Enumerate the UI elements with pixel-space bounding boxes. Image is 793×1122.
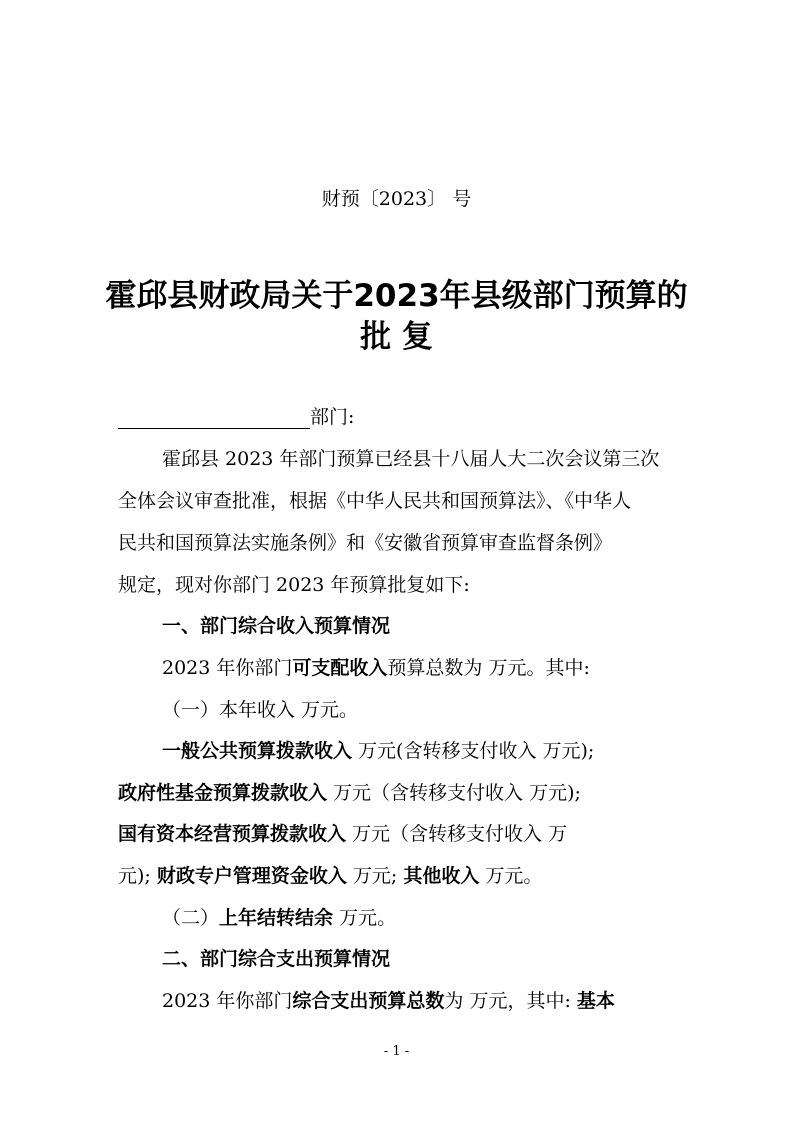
intro-line-4: 规定，现对你部门 2023 年预算批复如下: [118, 574, 470, 596]
text-run: 万元; [346, 865, 404, 887]
section-1-sub-2 [162, 906, 722, 930]
bold-term-general-budget: 一般公共预算拨款收入 [162, 740, 353, 762]
text-run: 万元（含转移支付收入 万元); [327, 782, 581, 804]
addressee-line [118, 405, 718, 429]
revenue-line-1 [162, 739, 742, 763]
bold-term-other-income: 其他收入 [403, 865, 480, 887]
document-title-line-2: 批 复 [360, 319, 433, 355]
text-run: 万元(含转移支付收入 万元); [352, 740, 595, 762]
text-run: 万元。 [479, 865, 543, 887]
intro-line-3: 民共和国预算法实施条例》和《安徽省预算审查监督条例》 [118, 532, 613, 554]
text-run: 为 万元，其中: [444, 990, 577, 1012]
text-run: 元); [118, 865, 157, 887]
text-run: 2023 年你部门 [162, 657, 293, 679]
section-1-heading: 一、部门综合收入预算情况 [162, 615, 391, 637]
text-run: 万元（含转移支付收入 万 [346, 823, 568, 845]
bold-term-total-expenditure: 综合支出预算总数 [292, 990, 445, 1012]
section-1-paragraph [162, 656, 742, 680]
text-run: 预算总数为 万元。其中: [387, 657, 590, 679]
bold-term-state-capital: 国有资本经营预算拨款收入 [118, 823, 347, 845]
revenue-line-3 [118, 822, 738, 846]
document-number: 财预〔2023〕 号 [321, 188, 472, 210]
bold-term-special-account: 财政专户管理资金收入 [156, 865, 347, 887]
revenue-line-4 [118, 864, 738, 888]
intro-line-2: 全体会议审查批准，根据《中华人民共和国预算法》、《中华人 [118, 490, 632, 512]
document-title-line-1: 霍邱县财政局关于2023年县级部门预算的 [105, 278, 688, 314]
section-2-heading: 二、部门综合支出预算情况 [162, 948, 391, 970]
page-number: - 1 - [383, 1044, 410, 1059]
addressee-suffix: 部门: [310, 406, 355, 428]
bold-term-carryover: 上年结转结余 [219, 907, 334, 929]
text-run: （二） [162, 907, 220, 929]
bold-term-government-fund: 政府性基金预算拨款收入 [118, 782, 328, 804]
text-run: 2023 年你部门 [162, 990, 293, 1012]
bold-term-disposable-income: 可支配收入 [292, 657, 388, 679]
revenue-line-2 [118, 781, 738, 805]
section-1-sub-1: （一）本年收入 万元。 [162, 699, 359, 721]
addressee-blank [118, 406, 310, 429]
text-run: 万元。 [333, 907, 397, 929]
bold-term-basic: 基本 [576, 990, 615, 1012]
intro-line-1: 霍邱县 2023 年部门预算已经县十八届人大二次会议第三次 [162, 448, 660, 470]
section-2-paragraph [162, 989, 742, 1013]
